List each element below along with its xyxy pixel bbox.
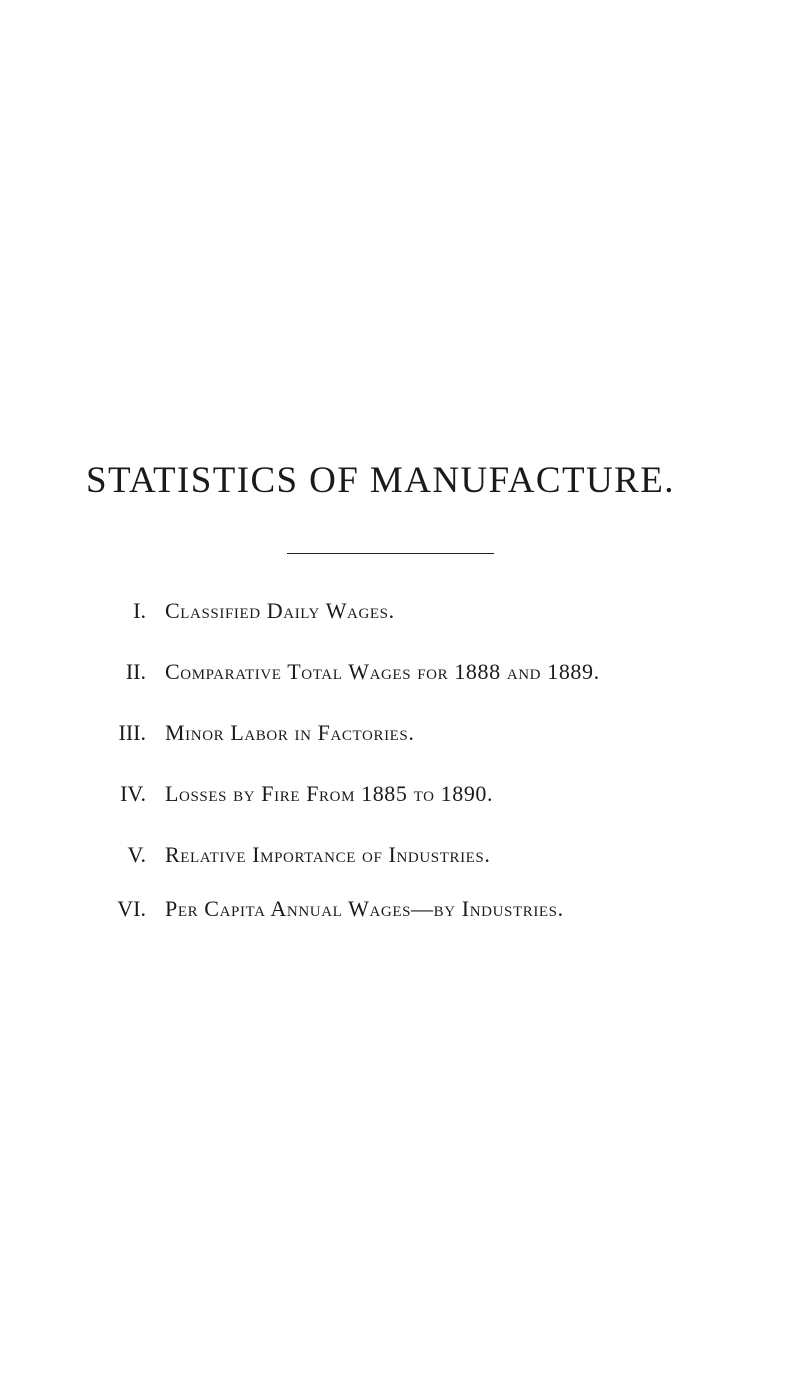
item-text: Comparative Total Wages for 1888 and 1889. — [165, 659, 600, 684]
item-numeral: II. — [125, 659, 146, 684]
item-numeral: V. — [127, 842, 146, 867]
title-divider — [287, 553, 494, 554]
item-text: Losses by Fire From 1885 to 1890. — [165, 781, 494, 806]
contents-item — [0, 718, 789, 748]
item-text: Classified Daily Wages. — [165, 598, 395, 623]
contents-item — [0, 657, 789, 687]
contents-item — [0, 779, 789, 809]
contents-item — [0, 894, 789, 924]
item-numeral: IV. — [120, 781, 146, 806]
item-text: Per Capita Annual Wages—by Industries. — [165, 896, 564, 921]
item-numeral: III. — [118, 720, 146, 745]
item-text: Minor Labor in Factories. — [165, 720, 415, 745]
item-numeral: VI. — [117, 896, 146, 921]
contents-item — [0, 596, 789, 626]
item-text: Relative Importance of Industries. — [165, 842, 491, 867]
page-title: STATISTICS OF MANUFACTURE. — [86, 460, 675, 501]
item-numeral: I. — [133, 598, 146, 623]
contents-item — [0, 840, 789, 870]
